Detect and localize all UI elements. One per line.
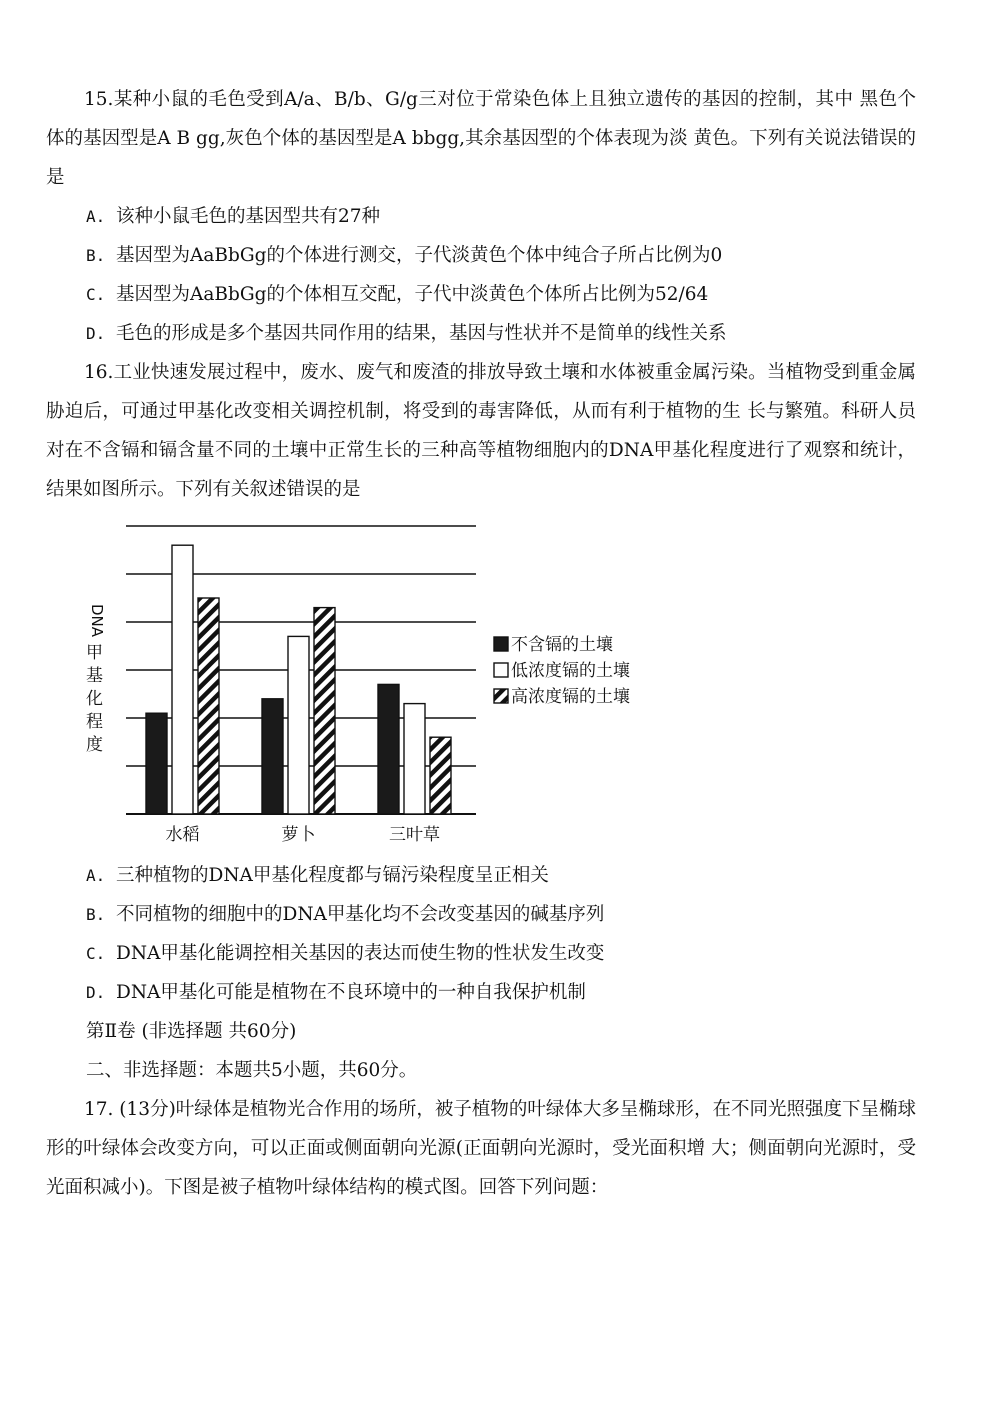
- x-tick-label: 水稻: [165, 825, 200, 845]
- bar-1-1: [146, 713, 167, 814]
- bar-2-1: [172, 545, 193, 814]
- x-tick-label: 萝卜: [281, 825, 316, 845]
- option-text: 不同植物的细胞中的DNA甲基化均不会改变基因的碱基序列: [116, 904, 605, 925]
- bar-1-3: [378, 684, 399, 814]
- option-letter: A.: [86, 866, 106, 885]
- legend-swatch: [494, 663, 508, 677]
- q16-option-d: [86, 973, 586, 1012]
- option-text: DNA甲基化能调控相关基因的表达而使生物的性状发生改变: [116, 943, 605, 964]
- y-axis-label: 甲基化程度: [86, 643, 103, 755]
- option-text: 基因型为AaBbGg的个体相互交配，子代中淡黄色个体所占比例为52/64: [116, 284, 709, 305]
- y-axis-label-latin: [88, 604, 106, 638]
- legend-swatch: [494, 689, 508, 703]
- q15-option-c: [86, 275, 708, 314]
- bar-1-2: [262, 699, 283, 814]
- option-text: 三种植物的DNA甲基化程度都与镉污染程度呈正相关: [116, 865, 549, 886]
- legend-label: 低浓度镉的土壤: [511, 661, 630, 681]
- q15-option-a: [86, 197, 380, 236]
- section-2-subtitle: 二、非选择题：本题共5小题，共60分。: [86, 1060, 418, 1081]
- option-letter: C.: [86, 285, 106, 304]
- option-text: 该种小鼠毛色的基因型共有27种: [116, 206, 381, 227]
- bar-3-3: [430, 737, 451, 814]
- option-letter: D.: [86, 324, 106, 343]
- bar-3-1: [198, 598, 219, 814]
- section-2-title: 第Ⅱ卷 (非选择题 共60分): [86, 1021, 297, 1042]
- option-letter: B.: [86, 905, 106, 924]
- q16-option-c: [86, 934, 604, 973]
- question-16-stem: 16.工业快速发展过程中，废水、废气和废渣的排放导致土壤和水体被重金属污染。当植物受到重金属胁迫后，可通过甲基化改变相关调控机制，将受到的毒害降低，从而有利于植物的生 长与繁殖。科研人员对在不含镉和镉含量不同的土壤中正常生长的三种高等植物细胞内的DNA甲基化程度进行了观察和统计，结果如图所示。下列有关叙述错误的是: [46, 362, 916, 500]
- q16-option-a: [86, 856, 549, 895]
- x-tick-label: 三叶草: [389, 825, 440, 845]
- option-letter: D.: [86, 983, 106, 1002]
- q16-option-b: [86, 895, 604, 934]
- bar-2-3: [404, 704, 425, 814]
- question-17-stem: 17. (13分)叶绿体是植物光合作用的场所，被子植物的叶绿体大多呈椭球形，在不同光照强度下呈椭球形的叶绿体会改变方向，可以正面或侧面朝向光源(正面朝向光源时，受光面积增 大；侧面朝向光源时，受光面积减小)。下图是被子植物叶绿体结构的模式图。回答下列问题：: [46, 1099, 916, 1198]
- question-15-stem: 15.某种小鼠的毛色受到A/a、B/b、G/g三对位于常染色体上且独立遗传的基因的控制，其中 黑色个体的基因型是A B gg,灰色个体的基因型是A bbgg,其余基因型的个体表现为淡 黄色。下列有关说法错误的是: [46, 89, 916, 188]
- option-letter: A.: [86, 207, 106, 226]
- q15-option-b: [86, 236, 722, 275]
- bar-2-2: [288, 636, 309, 814]
- legend-label: 高浓度镉的土壤: [511, 687, 630, 707]
- option-text: 毛色的形成是多个基因共同作用的结果，基因与性状并不是简单的线性关系: [116, 323, 727, 344]
- dna-methylation-chart: [86, 518, 666, 858]
- legend-label: 不含镉的土壤: [511, 635, 613, 655]
- bar-chart-svg: [86, 518, 666, 858]
- option-text: DNA甲基化可能是植物在不良环境中的一种自我保护机制: [116, 982, 586, 1003]
- q15-option-d: [86, 314, 727, 353]
- option-text: 基因型为AaBbGg的个体进行测交，子代淡黄色个体中纯合子所占比例为0: [116, 245, 723, 266]
- bar-3-2: [314, 608, 335, 814]
- y-axis-label-dna: DNA: [88, 604, 106, 638]
- option-letter: C.: [86, 944, 106, 963]
- option-letter: B.: [86, 246, 106, 265]
- legend-swatch: [494, 637, 508, 651]
